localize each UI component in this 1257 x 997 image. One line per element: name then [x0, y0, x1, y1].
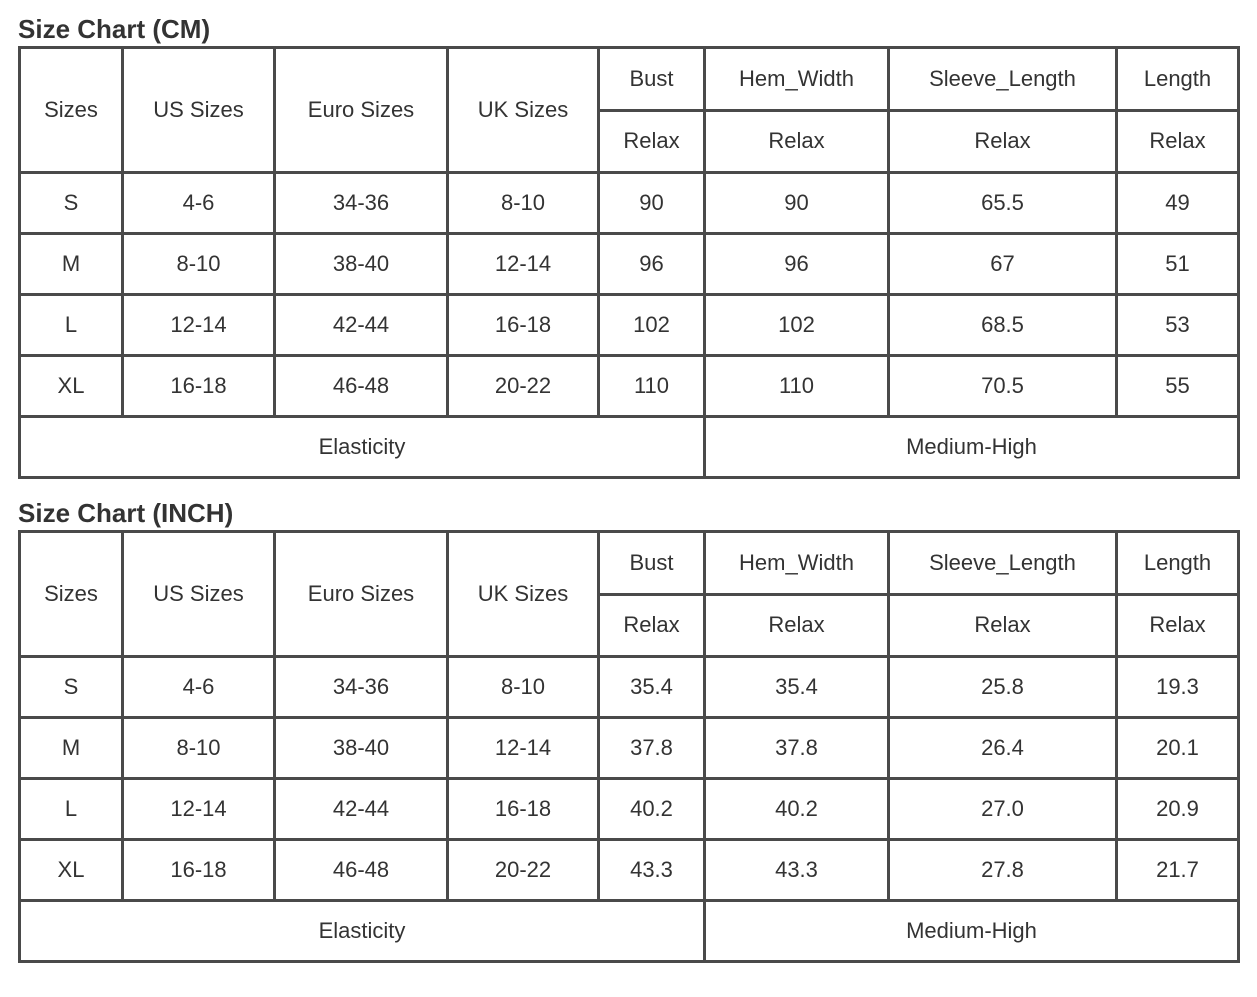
cell-euro-size: 46-48: [276, 841, 449, 902]
cell-bust: 96: [600, 235, 706, 296]
cell-euro-size: 34-36: [276, 658, 449, 719]
cell-bust: 37.8: [600, 719, 706, 780]
cell-hem-width: 43.3: [706, 841, 890, 902]
size-chart-inch-title: Size Chart (INCH): [18, 498, 234, 528]
cell-sleeve-length: 67: [890, 235, 1118, 296]
cell-length: 51: [1118, 235, 1240, 296]
cell-bust: 35.4: [600, 658, 706, 719]
cell-sleeve-length: 70.5: [890, 357, 1118, 418]
cell-length: 21.7: [1118, 841, 1240, 902]
elasticity-value: Medium-High: [706, 902, 1240, 963]
elasticity-label: Elasticity: [21, 418, 706, 479]
cell-hem-width: 110: [706, 357, 890, 418]
subheader-sleeve-length-relax: Relax: [890, 596, 1118, 659]
table-row: [21, 174, 1240, 235]
cell-sleeve-length: 26.4: [890, 719, 1118, 780]
header-uk-sizes: UK Sizes: [449, 533, 600, 658]
cell-euro-size: 38-40: [276, 235, 449, 296]
header-length: Length: [1118, 533, 1240, 596]
cell-bust: 110: [600, 357, 706, 418]
cell-size: M: [21, 719, 124, 780]
cell-uk-size: 20-22: [449, 841, 600, 902]
cell-size: L: [21, 780, 124, 841]
cell-uk-size: 20-22: [449, 357, 600, 418]
header-sleeve-length: Sleeve_Length: [890, 533, 1118, 596]
table-footer-row: [21, 418, 1240, 479]
subheader-length-relax: Relax: [1118, 112, 1240, 175]
size-chart-cm-title: Size Chart (CM): [18, 14, 211, 44]
cell-size: M: [21, 235, 124, 296]
cell-bust: 43.3: [600, 841, 706, 902]
subheader-hem-width-relax: Relax: [706, 596, 890, 659]
elasticity-label: Elasticity: [21, 902, 706, 963]
cell-size: S: [21, 174, 124, 235]
header-euro-sizes: Euro Sizes: [276, 533, 449, 658]
cell-us-size: 8-10: [124, 235, 276, 296]
cell-size: S: [21, 658, 124, 719]
cell-euro-size: 46-48: [276, 357, 449, 418]
cell-length: 20.9: [1118, 780, 1240, 841]
header-sizes: Sizes: [21, 49, 124, 174]
cell-euro-size: 42-44: [276, 780, 449, 841]
cell-uk-size: 16-18: [449, 780, 600, 841]
header-us-sizes: US Sizes: [124, 49, 276, 174]
cell-bust: 90: [600, 174, 706, 235]
subheader-sleeve-length-relax: Relax: [890, 112, 1118, 175]
cell-bust: 40.2: [600, 780, 706, 841]
cell-length: 20.1: [1118, 719, 1240, 780]
cell-us-size: 12-14: [124, 296, 276, 357]
table-header-row: [21, 533, 1240, 596]
table-row: [21, 780, 1240, 841]
table-row: [21, 357, 1240, 418]
table-row: [21, 296, 1240, 357]
cell-hem-width: 37.8: [706, 719, 890, 780]
cell-hem-width: 102: [706, 296, 890, 357]
cell-bust: 102: [600, 296, 706, 357]
cell-length: 19.3: [1118, 658, 1240, 719]
cell-us-size: 12-14: [124, 780, 276, 841]
cell-hem-width: 90: [706, 174, 890, 235]
cell-sleeve-length: 25.8: [890, 658, 1118, 719]
cell-sleeve-length: 65.5: [890, 174, 1118, 235]
cell-hem-width: 40.2: [706, 780, 890, 841]
header-hem-width: Hem_Width: [706, 533, 890, 596]
cell-uk-size: 12-14: [449, 719, 600, 780]
header-uk-sizes: UK Sizes: [449, 49, 600, 174]
cell-sleeve-length: 27.8: [890, 841, 1118, 902]
header-us-sizes: US Sizes: [124, 533, 276, 658]
cell-uk-size: 12-14: [449, 235, 600, 296]
subheader-bust-relax: Relax: [600, 112, 706, 175]
cell-uk-size: 8-10: [449, 658, 600, 719]
cell-euro-size: 34-36: [276, 174, 449, 235]
header-bust: Bust: [600, 533, 706, 596]
subheader-bust-relax: Relax: [600, 596, 706, 659]
size-chart-inch-table: [18, 530, 1240, 963]
cell-hem-width: 35.4: [706, 658, 890, 719]
cell-us-size: 16-18: [124, 841, 276, 902]
header-sleeve-length: Sleeve_Length: [890, 49, 1118, 112]
cell-size: XL: [21, 841, 124, 902]
table-row: [21, 658, 1240, 719]
cell-size: XL: [21, 357, 124, 418]
cell-euro-size: 42-44: [276, 296, 449, 357]
cell-size: L: [21, 296, 124, 357]
cell-length: 53: [1118, 296, 1240, 357]
cell-us-size: 4-6: [124, 658, 276, 719]
table-footer-row: [21, 902, 1240, 963]
cell-us-size: 16-18: [124, 357, 276, 418]
cell-uk-size: 16-18: [449, 296, 600, 357]
header-hem-width: Hem_Width: [706, 49, 890, 112]
size-chart-cm-table: [18, 46, 1240, 479]
header-bust: Bust: [600, 49, 706, 112]
subheader-length-relax: Relax: [1118, 596, 1240, 659]
cell-sleeve-length: 68.5: [890, 296, 1118, 357]
cell-length: 55: [1118, 357, 1240, 418]
subheader-hem-width-relax: Relax: [706, 112, 890, 175]
cell-us-size: 4-6: [124, 174, 276, 235]
table-row: [21, 235, 1240, 296]
elasticity-value: Medium-High: [706, 418, 1240, 479]
cell-euro-size: 38-40: [276, 719, 449, 780]
cell-hem-width: 96: [706, 235, 890, 296]
table-row: [21, 841, 1240, 902]
cell-us-size: 8-10: [124, 719, 276, 780]
cell-length: 49: [1118, 174, 1240, 235]
table-row: [21, 719, 1240, 780]
cell-uk-size: 8-10: [449, 174, 600, 235]
header-length: Length: [1118, 49, 1240, 112]
cell-sleeve-length: 27.0: [890, 780, 1118, 841]
header-sizes: Sizes: [21, 533, 124, 658]
header-euro-sizes: Euro Sizes: [276, 49, 449, 174]
table-header-row: [21, 49, 1240, 112]
